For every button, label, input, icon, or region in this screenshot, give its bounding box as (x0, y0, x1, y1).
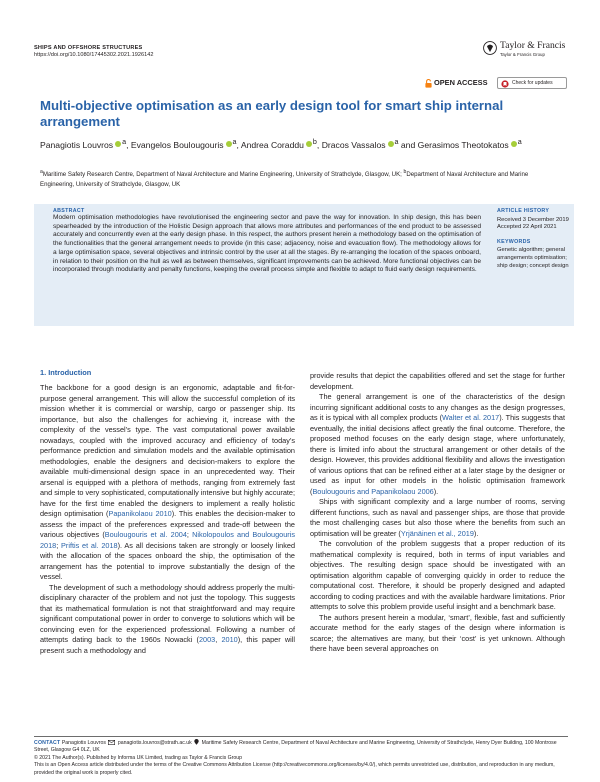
footer-divider (34, 736, 568, 737)
affiliation-marker: a (40, 169, 43, 175)
affiliation-marker: b (403, 169, 407, 175)
email-icon (108, 740, 115, 745)
text-run: , (215, 635, 222, 644)
text-run: ). This enables the decision-maker to assess the impact of the preferences expressed and trade-off between the various objectives ( (40, 509, 296, 539)
affiliations (40, 168, 564, 189)
affiliation-marker: a (517, 138, 522, 146)
contact-line (34, 739, 568, 755)
publisher-name: Taylor & Francis (500, 40, 566, 51)
text-run: The backbone for a good design is an ergonomic, adaptable and fit-for-purpose general arrangement. This will allow the successful completion of its mission whether it is commercial or warship, cargo or passenger ship. Its importance, but also the challenges for achieving it, increase with the complexity of the vessel’s type. The vast computational power available nowadays, coupled with the improved accuracy and efficiency of today’s performance prediction and simulation models and the available optimisation methodologies, enable the designers and decision-makers to explore the available multi-dimensional design space in an unprecedented way. Their arsenal is equipped with a plethora of methods, ranging from extremely fast and simple to very sophisticated, computationally intensive but highly accurate; have for the first time enabled the designers to implement a really holistic design optimisation ( (40, 383, 295, 518)
text-run: The development of such a methodology should address properly the multi-disciplinary character of the problem and not just the topology. This suggests that its mathematical formulation is not that straightforward and may require significant computational power in order to converge to solutions which will be convincing even for the experienced professional. Following a number of attempts dating back to the 1960s Nowacki ( (40, 582, 295, 644)
keywords-text: Genetic algorithm; general arrangements optimisation; ship design; concept design (497, 247, 569, 269)
section-heading: 1. Introduction (40, 368, 92, 377)
citation-link[interactable]: Yrjänäinen et al., 2019 (400, 528, 474, 538)
citation-link[interactable]: Nikolopoulos and Boulougouris 2018 (40, 530, 295, 550)
citation-link[interactable]: Walter et al. 2017 (442, 413, 500, 422)
open-access-label: OPEN ACCESS (434, 78, 488, 87)
journal-doi-link[interactable]: https://doi.org/10.1080/17445302.2021.1926142 (34, 52, 154, 59)
body-column-right (310, 371, 565, 655)
paragraph (40, 383, 295, 583)
location-icon (194, 739, 199, 745)
author-name[interactable]: Panagiotis Louvros (40, 139, 114, 150)
author-name[interactable]: Dracos Vassalos (321, 139, 386, 150)
text-run: ). As all decisions taken are strongly or loosely linked with the allocation of the spaces onboard the ship, the optimisation of the arrangement has the potential to improve substantially the design of the vessel. (40, 540, 296, 581)
orcid-icon[interactable] (226, 141, 232, 147)
contact-label: CONTACT (34, 740, 61, 746)
abstract-text: Modern optimisation methodologies have revolutionised the engineering sector and pave the way for innovation. In ship design, this has been spearheaded by the introduction of the Holistic Design approach that allows more attributes and performances of the end product to be assessed accurately and concurrently even at the early design phase. In this respect, the authors present herein a methodology based on the optimisation of the functionalities that the general arrangement needs to provide (in this case; adjacency, noise and evacuation flow). The methodology allows for a large optimisation space, several objectives and intrinsic control by the user at all the stages. By re-arranging the location of the spaces onboard, in relation to their position on the hull as well as between themselves, significant improvements can be achieved. More functional objectives can be incorporated through modularity and penalty functions, keeping the overall process simple and flexible to adapt to fluid early design requirements. (53, 214, 481, 274)
author-name[interactable]: Andrea Coraddu (240, 139, 304, 150)
check-for-updates-button[interactable] (497, 77, 567, 89)
accepted-date: Accepted 22 April 2021 (497, 224, 557, 231)
keywords-heading: KEYWORDS (497, 238, 531, 245)
text-run: ). (433, 486, 439, 496)
paragraph: The authors present herein a modular, ‘smart’, flexible, fast and sufficiently accurate method for the early stages of the design where information is scarce; the alternatives are many, but their ‘cost’ is yet unknown. Although there have been several approaches on (310, 612, 565, 653)
paragraph (310, 497, 565, 539)
text-run: ; (186, 530, 193, 539)
text-run: ). This suggests that eventually, the initial decisions affect greatly the final outcome. Therefore, the proposed method focuses on the early design stage, where unfortunately, there is limited info about the structural arrangement or other details of the design. However, this provides additional flexibility and allows the investigation of various options that can be refined either at a later stage by the designer or used as input for other models in the holistic optimisation framework ( (310, 413, 565, 496)
open-access-badge (425, 78, 488, 88)
paragraph (40, 583, 295, 657)
orcid-icon[interactable] (306, 141, 312, 147)
copyright-line: © 2021 The Author(s). Published by Informa UK Limited, trading as Taylor & Francis Group (34, 754, 243, 761)
text-run: ). (473, 528, 479, 538)
author-list: Panagiotis Louvros $^a$, Evangelos Boulougouris $^a$, Andrea Coraddu $^b$, Dracos Vassalos $^a$ and Gerasimos Theotokatos $^a$ (40, 138, 522, 150)
author-name[interactable]: Evangelos Boulougouris (130, 139, 224, 150)
contact-affiliation: Maritime Safety Research Centre, Department of Naval Architecture and Marine Engineering, University of Strathclyde, Henry Dyer Building, 100 Montrose Street, Glasgow G4 0LZ, UK (34, 740, 557, 754)
citation-link[interactable]: Priftis et al. 2018 (61, 540, 118, 550)
orcid-icon[interactable] (511, 141, 517, 147)
affiliation-marker: a (394, 138, 399, 146)
article-title: Multi-objective optimisation as an early design tool for smart ship internal arrangement (40, 98, 504, 129)
affiliation-b: Department of Naval Architecture and Marine Engineering, University of Strathclyde, Glasgow, UK (40, 171, 529, 188)
text-run: ), this paper will present such a methodology and (40, 635, 295, 655)
paragraph: provide results that depict the capabilities offered and set the stage for further development. (310, 371, 565, 391)
journal-name: SHIPS AND OFFSHORE STRUCTURES (34, 45, 143, 51)
citation-link[interactable]: Papanikolaou 2010 (108, 509, 172, 518)
article-history-heading: ARTICLE HISTORY (497, 208, 550, 214)
article-sidebar (497, 208, 571, 270)
update-bookmark-icon (501, 80, 509, 88)
orcid-icon[interactable] (388, 141, 394, 147)
received-date: Received 3 December 2019 (497, 216, 569, 223)
author-name[interactable]: Gerasimos Theotokatos (417, 139, 509, 150)
affiliation-a: Maritime Safety Research Centre, Department of Naval Architecture and Marine Engineering, University of Strathclyde, Glasgow, UK; (42, 171, 402, 179)
author-conjunction: and (400, 139, 416, 150)
citation-link[interactable]: Boulougouris and Papanikolaou 2006 (312, 486, 434, 496)
text-run: Ships with significant complexity and a large number of rooms, serving different functions, such as naval and passenger ships, are those that provide the most challenging cases but also those where the benefits from such an optimisation will be greater ( (310, 497, 565, 538)
publisher-emblem-icon (483, 41, 497, 55)
publisher-logo (483, 40, 567, 62)
keywords-block (497, 239, 571, 270)
publisher-group: Taylor & Francis Group (500, 52, 545, 57)
citation-link[interactable]: Boulougouris et al. 2004 (104, 530, 187, 539)
footer (34, 739, 568, 777)
orcid-icon[interactable] (115, 141, 121, 147)
affiliation-marker: a (122, 138, 127, 146)
journal-info (34, 45, 153, 59)
contact-email-link[interactable]: panagiotis.louvros@strath.ac.uk (117, 740, 192, 746)
license-line: This is an Open Access article distributed under the terms of the Creative Commons Attribution License (http://creativecommons.org/licenses/by/4.0/), which permits unrestricted use, distribution, and reproduction in any medium, provided the original work is properly cited. (34, 762, 555, 776)
paragraph: The convolution of the problem suggests that a proper reduction of its mathematical complexity is required, both in terms of input variables and objectives. The resulting design space should be investigated with an optimisation algorithm capable of converging quickly in order to reduce the computational cost. Therefore, it should be properly designed and adapted according to coding practices and with the available hardware limitations. Prior attempts to solve this problem provide useful insight and a benchmark base. (310, 539, 565, 611)
text-run: The general arrangement is one of the characteristics of the design incurring significant additional costs to any changes as the design progresses, as it is typical with all complex products ( (310, 392, 565, 422)
open-lock-icon (425, 79, 432, 88)
affiliation-marker: b (312, 138, 317, 146)
citation-link[interactable]: 2010 (221, 635, 238, 644)
text-run: ; (56, 540, 62, 550)
paragraph (310, 392, 565, 497)
contact-name: Panagiotis Louvros (61, 740, 106, 746)
affiliation-marker: a (232, 138, 237, 146)
check-for-updates-label: Check for updates (512, 80, 553, 86)
body-column-left (40, 383, 295, 656)
abstract-heading: ABSTRACT (53, 208, 85, 214)
citation-link[interactable]: 2003 (198, 635, 216, 644)
